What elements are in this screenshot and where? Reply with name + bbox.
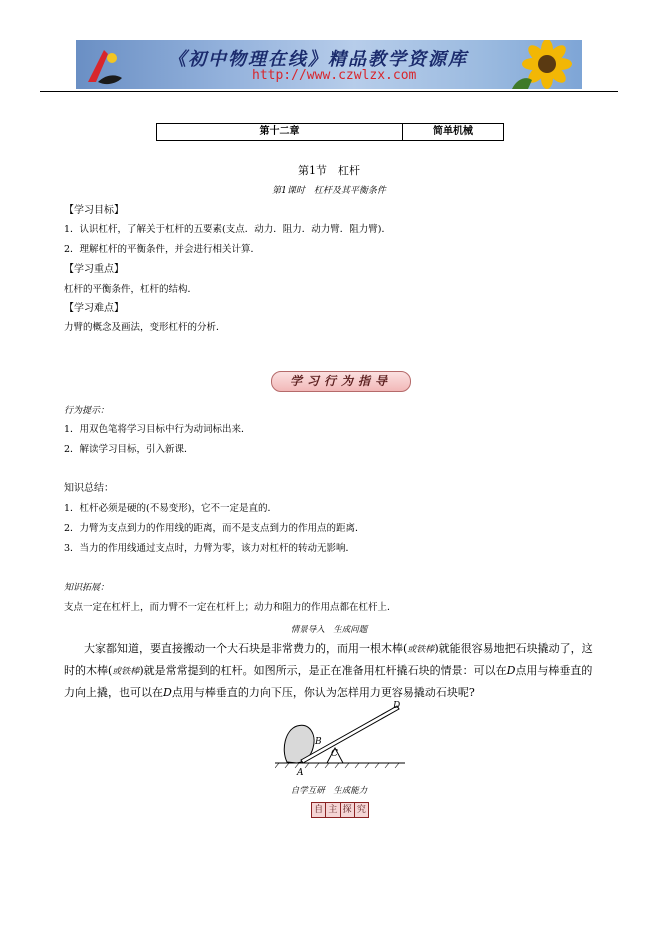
- chapter-topic: 简单机械: [433, 126, 473, 137]
- objective-item: 2．理解杠杆的平衡条件，并会进行相关计算．: [64, 244, 261, 255]
- intro-paragraph-line: 大家都知道，要直接搬动一个大石块是非常费力的，而用一根木棒(或铁棒)就能很容易地把石块撬动了，这: [84, 642, 593, 655]
- knowledge-summary-heading: 知识总结：: [64, 483, 114, 494]
- knowledge-summary-item: 2．力臂为支点到力的作用线的距离，而不是支点到力的作用点的距离．: [64, 523, 365, 534]
- lever-figure: [275, 700, 405, 778]
- difficulties-text: 力臂的概念及画法，变形杠杆的分析．: [64, 322, 226, 333]
- lever-bar: [301, 706, 399, 763]
- key-points-text: 杠杆的平衡条件，杠杆的结构．: [64, 284, 198, 295]
- banner-title: 《初中物理在线》精品教学资源库: [168, 49, 468, 70]
- intro-paragraph-line: 力向上撬，也可以在D点用与棒垂直的力向下压，你认为怎样用力更容易撬动石块呢?: [64, 686, 475, 699]
- self-study-heading: 自学互研 生成能力: [290, 786, 368, 796]
- intro-paragraph-line: 时的木棒(或铁棒)就是常常提到的杠杆。如图所示，是正在准备用杠杆撬石块的情景：可以在D点用与棒垂直的: [64, 664, 593, 677]
- behavior-tips-heading: 行为提示：: [64, 406, 110, 416]
- behavior-tip-item: 1．用双色笔将学习目标中行为动词标出来．: [64, 424, 251, 435]
- sunflower-icon: [492, 40, 582, 89]
- objectives-heading: 【学习目标】: [64, 205, 124, 216]
- logo-icon: [82, 44, 126, 86]
- section-title: 第1节 杠杆: [298, 164, 360, 177]
- knowledge-extension-heading: 知识拓展：: [64, 583, 110, 593]
- scene-intro-heading: 情景导入 生成问题: [290, 625, 368, 635]
- explore-badge-char: 探: [341, 803, 355, 817]
- behavior-tip-item: 2．解读学习目标，引入新课．: [64, 444, 194, 455]
- knowledge-summary-item: 3．当力的作用线通过支点时，力臂为零，该力对杠杆的转动无影响．: [64, 543, 356, 554]
- knowledge-extension-text: 支点一定在杠杆上，而力臂不一定在杠杆上；动力和阻力的作用点都在杠杆上．: [64, 602, 397, 613]
- svg-text:D: D: [393, 701, 401, 711]
- difficulties-heading: 【学习难点】: [64, 303, 124, 314]
- banner-url[interactable]: http://www.czwlzx.com: [252, 68, 417, 83]
- lesson-title: 第1课时 杠杆及其平衡条件: [272, 186, 386, 196]
- chapter-number: 第十二章: [157, 124, 403, 140]
- key-points-heading: 【学习重点】: [64, 264, 124, 275]
- header-banner: [76, 40, 582, 89]
- explore-badge-char: 究: [355, 803, 368, 817]
- objective-item: 1．认识杠杆，了解关于杠杆的五要素(支点．动力．阻力．动力臂．阻力臂)．: [64, 224, 391, 235]
- explore-badge-char: 自: [312, 803, 326, 817]
- guide-badge: 学习行为指导: [271, 371, 411, 392]
- chapter-header: [156, 123, 504, 141]
- explore-badge: [311, 802, 369, 818]
- explore-badge-char: 主: [326, 803, 340, 817]
- svg-text:A: A: [297, 768, 304, 778]
- knowledge-summary-item: 1．杠杆必须是硬的(不易变形)，它不一定是直的．: [64, 503, 277, 514]
- svg-text:B: B: [315, 737, 322, 747]
- header-rule: [40, 91, 618, 92]
- svg-text:C: C: [331, 749, 338, 759]
